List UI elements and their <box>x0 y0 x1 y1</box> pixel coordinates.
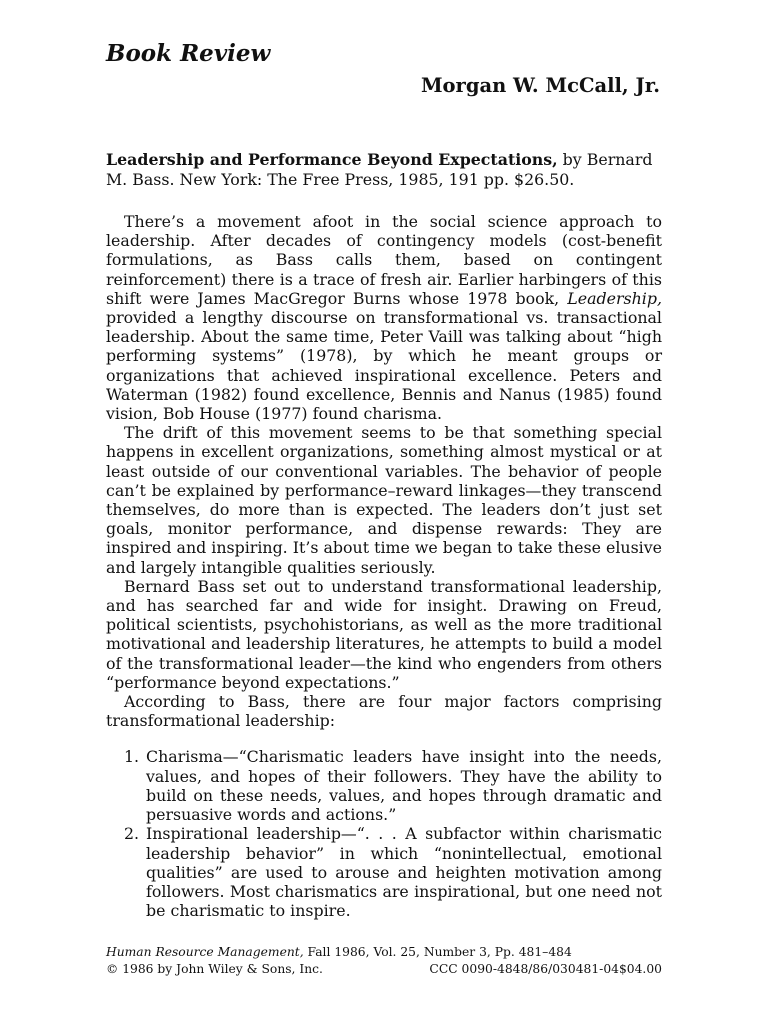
paragraph-4: According to Bass, there are four major factors comprising transformational leadership: <box>106 692 662 731</box>
page-footer <box>106 944 662 978</box>
journal-issue: Fall 1986, Vol. 25, Number 3, Pp. 481–484 <box>303 945 572 959</box>
list-item-number: 2. <box>124 824 140 844</box>
book-title: Leadership and Performance Beyond Expectations, <box>106 150 558 169</box>
journal-line <box>106 944 662 961</box>
book-citation <box>106 150 662 189</box>
list-item-number: 1. <box>124 747 140 767</box>
list-item <box>106 747 662 824</box>
section-label: Book Review <box>106 40 271 67</box>
review-body <box>106 212 662 920</box>
paragraph-1-part-a: There’s a movement afoot in the social science approach to leadership. After decades of contingency models (cost-benefit formulations, as Bass calls them, based on contingent reinforcement) there is a trace of fresh air. Earlier harbingers of this shift were James MacGregor Burns whose 1978 book, <box>106 212 662 308</box>
list-item-text: Inspirational leadership—“. . . A subfactor within charismatic leadership behavior” in which “nonintellectual, emotional qualities” are used to arouse and heighten motivation among followers. Most charismatics are inspirational, but one need not be charismatic to inspire. <box>146 824 662 921</box>
book-details: by Bernard M. Bass. New York: The Free Press, 1985, 191 pp. $26.50. <box>106 150 653 189</box>
journal-name: Human Resource Management, <box>106 945 304 959</box>
copyright-notice: © 1986 by John Wiley & Sons, Inc. <box>106 962 323 976</box>
paragraph-3: Bernard Bass set out to understand transformational leadership, and has searched far and wide for insight. Drawing on Freud, political scientists, psychohistorians, as well as the more traditional motivational and leadership literatures, he attempts to build a model of the transformational leader—the kind who engenders from others “performance beyond expectations.” <box>106 576 662 692</box>
copyright-line <box>106 961 662 978</box>
book-name: Leadership, <box>567 288 662 308</box>
list-item <box>106 824 662 920</box>
paragraph-1-part-b: provided a lengthy discourse on transformational vs. transactional leadership. About the same time, Peter Vaill was talking about “high performing systems” (1978), by which he meant groups or organizations that achieved inspirational excellence. Peters and Waterman (1982) found excellence, Bennis and Nanus (1985) found vision, Bob House (1977) found charisma. <box>106 308 662 424</box>
paragraph-1 <box>106 212 662 423</box>
paragraph-2: The drift of this movement seems to be that something special happens in excellent organizations, something almost mystical or at least outside of our conventional variables. The behavior of people can’t be explained by performance–reward linkages—they transcend themselves, do more than is expected. The leaders don’t just set goals, monitor performance, and dispense rewards: They are inspired and inspiring. It’s about time we began to take these elusive and largely intangible qualities seriously. <box>106 423 662 577</box>
factor-list <box>106 747 662 920</box>
ccc-code: CCC 0090-4848/86/030481-04$04.00 <box>429 962 662 976</box>
review-author: Morgan W. McCall, Jr. <box>420 74 660 97</box>
list-item-text: Charisma—“Charismatic leaders have insight into the needs, values, and hopes of their followers. They have the ability to build on these needs, values, and hopes through dramatic and persuasive words and actions.” <box>146 747 662 825</box>
